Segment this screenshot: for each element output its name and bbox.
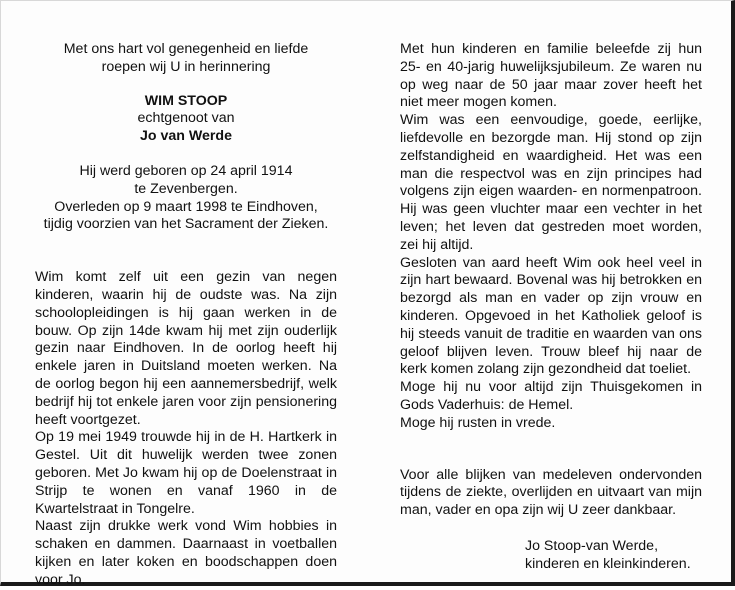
date-line: tijdig voorzien van het Sacrament der Zieken.	[43, 216, 329, 233]
date-line: te Zevenbergen.	[134, 180, 238, 197]
deceased-name: WIM STOOP	[144, 92, 228, 109]
date-line: Hij werd geboren op 24 april 1914	[79, 162, 293, 179]
spacer	[400, 433, 702, 467]
left-column	[35, 41, 337, 590]
tribute-paragraph: Moge hij nu voor altijd zijn Thuisgekomen in Gods Vaderhuis: de Hemel.	[400, 379, 702, 413]
bio-paragraph: Op 19 mei 1949 trouwde hij in de H. Hartkerk in Gestel. Uit dit huwelijk werden twee zonen geboren. Met Jo kwam hij op de Doelenstraat in Strijp te wonen en vanaf 1960 in de Kwartelstraat in Tongelre.	[35, 429, 337, 517]
signature-block	[400, 538, 702, 574]
life-dates	[35, 163, 337, 234]
tribute-paragraph: Moge hij rusten in vrede.	[400, 414, 556, 431]
tribute-paragraph: Gesloten van aard heeft Wim ook heel veel in zijn hart bewaard. Bovenal was hij betrokken en bezorgd als man en vader op zijn vrouw en kinderen. Opgevoed in het Katholiek geloof is hij steeds vanuit de traditie en waarden van ons geloof blijven leven. Trouw bleef hij naar de kerk komen zolang zijn gezondheid dat toeliet.	[400, 254, 702, 378]
intro-text	[35, 41, 337, 77]
thanks-text: Voor alle blijken van medeleven ondervonden tijdens de ziekte, overlijden en uitvaart van mijn man, vader en opa zijn wij U zeer dankbaar.	[400, 466, 702, 519]
tribute-paragraph: Wim was een eenvoudige, goede, eerlijke, liefdevolle en bezorgde man. Hij stond op zijn zelfstandigheid en waardigheid. Het was een man die respectvol was en zijn principes had volgens zijn eigen waarden- en normenpatroon. Hij was geen vluchter maar een vechter in het leven; het leven dat gestreden moet worden, zei hij altijd.	[400, 112, 702, 253]
relation-text: echtgenoot van	[137, 110, 235, 127]
thanks-block	[400, 467, 702, 520]
bio-paragraph: Wim komt zelf uit een gezin van negen kinderen, waarin hij de oudste was. Na zijn schoolopleidingen is hij gaan werken in de bouw. Op zijn 14de kwam hij met zijn ouderlijk gezin naar Eindhoven. In de oorlog heeft hij enkele jaren in Duitsland moeten werken. Na de oorlog begon hij een aannemersbedrijf, welk bedrijf hij tot enkele jaren voor zijn pensionering heeft voortgezet.	[35, 269, 337, 428]
signature-line: kinderen en kleinkinderen.	[525, 555, 691, 572]
tribute-paragraph: Met hun kinderen en familie beleefde zij hun 25- en 40-jarig huwelijksjubileum. Ze waren nu op weg naar de 50 jaar maar zover heeft het niet meer mogen komen.	[400, 41, 702, 111]
name-block	[35, 93, 337, 146]
right-column	[400, 41, 702, 574]
signature-line: Jo Stoop-van Werde,	[525, 537, 659, 554]
spouse-name: Jo van Werde	[140, 128, 232, 145]
tribute-text	[400, 41, 702, 433]
bio-paragraph: Naast zijn drukke werk vond Wim hobbies in schaken en dammen. Daarnaast in voetballen kijken en later koken en boodschappen doen voor Jo.	[35, 518, 337, 588]
date-line: Overleden op 9 maart 1998 te Eindhoven,	[54, 198, 318, 215]
biography	[35, 269, 337, 589]
intro-line: Met ons hart vol genegenheid en liefde	[63, 41, 309, 57]
intro-line: roepen wij U in herinnering	[101, 58, 271, 75]
